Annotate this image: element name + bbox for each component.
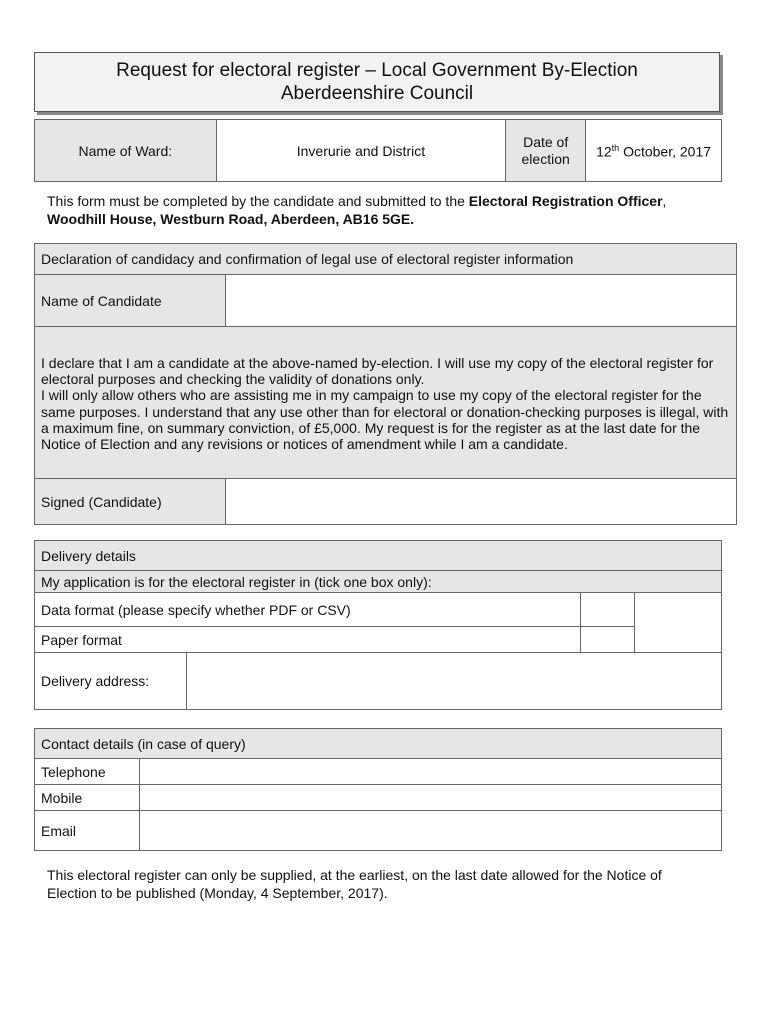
data-format-checkbox[interactable]: [581, 593, 635, 627]
declaration-header: Declaration of candidacy and confirmation of legal use of electoral register information: [35, 244, 737, 275]
election-date-day: 12: [596, 143, 612, 160]
election-date-rest: October, 2017: [619, 143, 712, 160]
declaration-table: [34, 243, 737, 525]
declaration-para2: I will only allow others who are assisting me in my campaign to use my copy of the electoral register for the same purposes. I understand that any use other than for electoral or donation-checking purposes is illegal, with a maximum fine, on summary conviction, of £5,000. My request is for the register as at the last date for the Notice of Election and any revisions or notices of amendment while I am a candidate.: [41, 387, 729, 453]
delivery-subheader: My application is for the electoral register in (tick one box only):: [35, 571, 722, 593]
contact-table: [34, 728, 722, 851]
election-date-suffix: th: [611, 143, 620, 154]
election-date-value: [586, 120, 722, 182]
data-format-label: Data format (please specify whether PDF or CSV): [35, 593, 581, 627]
ward-name-label: Name of Ward:: [35, 120, 217, 182]
declaration-para1: I declare that I am a candidate at the above-named by-election. I will use my copy of the electoral register for electoral purposes and checking the validity of donations only.: [41, 354, 714, 387]
delivery-address-label: Delivery address:: [35, 653, 187, 710]
intro-ero: Electoral Registration Officer: [468, 193, 663, 209]
form-title-line1: Request for electoral register – Local Government By-Election: [116, 60, 638, 81]
candidate-name-field[interactable]: [226, 275, 737, 327]
mobile-label: Mobile: [35, 785, 140, 811]
intro-text-start: This form must be completed by the candidate and submitted to the: [47, 193, 469, 209]
telephone-field[interactable]: [140, 759, 722, 785]
signed-label: Signed (Candidate): [35, 479, 226, 525]
telephone-label: Telephone: [35, 759, 140, 785]
form-title: [34, 52, 720, 112]
declaration-statement: [35, 327, 737, 479]
delivery-header: Delivery details: [35, 541, 722, 571]
delivery-address-field[interactable]: [187, 653, 722, 710]
contact-header: Contact details (in case of query): [35, 729, 722, 759]
intro-comma: ,: [662, 193, 667, 209]
signature-field[interactable]: [226, 479, 737, 525]
intro-address: Woodhill House, Westburn Road, Aberdeen, AB16 5GE.: [47, 211, 415, 227]
delivery-table: [34, 540, 722, 710]
paper-format-label: Paper format: [35, 627, 581, 653]
email-label: Email: [35, 811, 140, 851]
ward-name-value: Inverurie and District: [216, 120, 505, 182]
paper-format-checkbox[interactable]: [581, 627, 635, 653]
email-field[interactable]: [140, 811, 722, 851]
form-title-line2: Aberdeenshire Council: [280, 83, 474, 104]
footer-note: This electoral register can only be supplied, at the earliest, on the last date allowed for the Notice of Election to be published (Monday, 4 September, 2017).: [47, 867, 662, 901]
intro-text: [47, 192, 707, 228]
election-date-label: Date of election: [506, 120, 586, 182]
format-blank-cell: [635, 593, 722, 653]
mobile-field[interactable]: [140, 785, 722, 811]
ward-table: [34, 119, 722, 182]
candidate-name-label: Name of Candidate: [35, 275, 226, 327]
